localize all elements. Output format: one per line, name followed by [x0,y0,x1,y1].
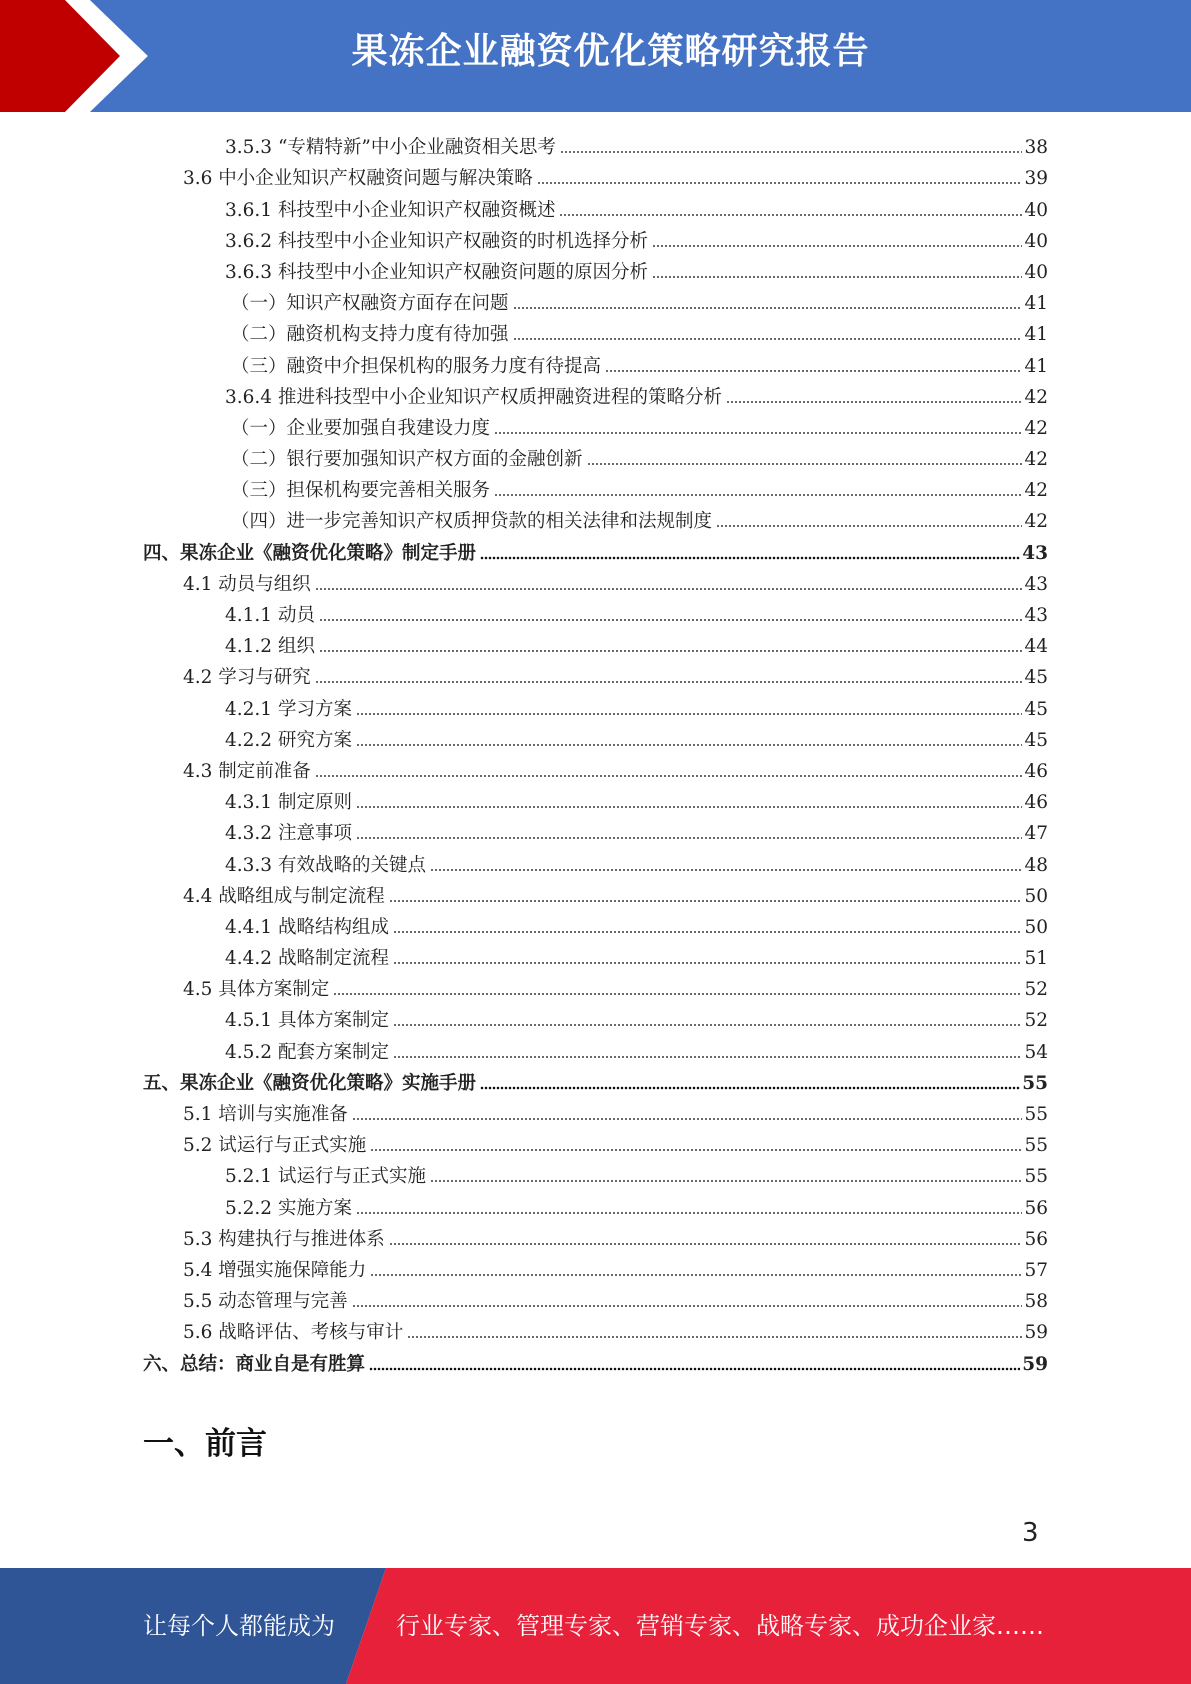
toc-dot-leader [430,1179,1022,1183]
toc-entry-page: 59 [1022,1353,1048,1375]
toc-entry[interactable] [143,1157,1048,1188]
toc-entry-page: 41 [1024,293,1048,315]
toc-dot-leader [716,524,1022,528]
toc-dot-leader [319,649,1023,653]
document-title: 果冻企业融资优化策略研究报告 [351,31,870,72]
toc-entry-page: 47 [1024,823,1048,845]
toc-entry-page: 52 [1024,1010,1048,1032]
toc-entry[interactable] [143,970,1048,1001]
toc-entry[interactable] [143,939,1048,970]
toc-entry-title: 4.2.2 研究方案 [225,729,352,751]
toc-entry-title: （二）银行要加强知识产权方面的金融创新 [231,449,583,471]
toc-entry[interactable] [143,1095,1048,1126]
toc-dot-leader [652,275,1022,279]
toc-dot-leader [369,1367,1020,1371]
toc-entry-page: 59 [1024,1322,1048,1344]
toc-dot-leader [587,462,1023,466]
toc-entry-title: 3.5.3 “专精特新”中小企业融资相关思考 [225,137,556,159]
toc-entry-title: 5.6 战略评估、考核与审计 [183,1322,404,1344]
toc-entry-page: 58 [1024,1291,1048,1313]
toc-entry[interactable] [143,814,1048,845]
page-footer [0,1568,1191,1684]
toc-dot-leader [480,556,1020,560]
toc-dot-leader [393,1023,1022,1027]
toc-entry-page: 55 [1022,1072,1048,1094]
toc-dot-leader [480,1086,1020,1090]
toc-entry[interactable] [143,845,1048,876]
toc-entry-title: 五、果冻企业《融资优化策略》实施手册 [143,1072,477,1094]
toc-entry-title: 5.2 试运行与正式实施 [183,1135,367,1157]
toc-dot-leader [315,587,1023,591]
toc-entry[interactable] [143,502,1048,533]
toc-entry[interactable] [143,877,1048,908]
toc-entry-page: 50 [1024,916,1048,938]
toc-entry-title: 4.2 学习与研究 [183,667,311,689]
toc-entry-page: 43 [1024,605,1048,626]
toc-entry[interactable] [143,128,1048,159]
toc-entry-title: 4.5.2 配套方案制定 [225,1041,389,1063]
toc-entry[interactable] [143,378,1048,409]
toc-entry-page: 57 [1024,1259,1048,1281]
toc-dot-leader [352,1117,1023,1121]
toc-entry[interactable] [143,1001,1048,1032]
toc-dot-leader [537,181,1023,185]
toc-entry-title: （一）企业要加强自我建设力度 [231,417,491,439]
table-of-contents [143,128,1048,1376]
toc-entry-page: 40 [1024,230,1048,252]
toc-entry-title: （三）担保机构要完善相关服务 [231,480,491,502]
toc-dot-leader [315,774,1023,778]
toc-entry-page: 46 [1024,760,1048,782]
toc-entry-title: 4.3.3 有效战略的关键点 [225,854,426,876]
toc-entry-title: 4.3 制定前准备 [183,760,311,782]
toc-entry-title: （四）进一步完善知识产权质押贷款的相关法律和法规制度 [231,511,713,533]
toc-entry[interactable] [143,409,1048,440]
toc-entry-page: 55 [1024,1104,1048,1125]
toc-entry-title: 4.1 动员与组织 [183,573,311,595]
toc-entry-page: 51 [1024,948,1048,970]
toc-entry[interactable] [143,658,1048,689]
toc-entry[interactable] [143,783,1048,814]
toc-entry-page: 40 [1024,261,1048,283]
toc-entry[interactable] [143,1344,1048,1375]
toc-dot-leader [356,743,1023,747]
toc-entry-page: 43 [1022,542,1048,564]
toc-entry-page: 54 [1024,1041,1048,1063]
toc-entry-title: （二）融资机构支持力度有待加强 [231,324,509,346]
toc-entry[interactable] [143,565,1048,596]
toc-entry-title: 5.2.1 试运行与正式实施 [225,1166,426,1188]
toc-entry-page: 42 [1024,386,1048,408]
toc-entry-title: 4.3.1 制定原则 [225,792,352,814]
toc-entry-title: 四、果冻企业《融资优化策略》制定手册 [143,542,477,564]
toc-entry-title: 3.6.2 科技型中小企业知识产权融资的时机选择分析 [225,230,648,252]
toc-entry-page: 43 [1024,573,1048,595]
toc-dot-leader [319,618,1023,622]
toc-entry[interactable] [143,596,1048,627]
toc-dot-leader [352,1304,1023,1308]
toc-entry[interactable] [143,284,1048,315]
toc-dot-leader [393,961,1022,965]
toc-entry[interactable] [143,315,1048,346]
toc-entry-page: 42 [1024,417,1048,439]
toc-entry-title: 4.4 战略组成与制定流程 [183,885,385,907]
toc-dot-leader [605,369,1022,373]
toc-entry-title: 4.1.1 动员 [225,605,315,626]
footer-slogan-right: 行业专家、管理专家、营销专家、战略专家、成功企业家…… [396,1612,1044,1640]
toc-entry-page: 56 [1024,1197,1048,1219]
toc-entry-title: 4.4.1 战略结构组成 [225,916,389,938]
toc-entry[interactable] [143,1126,1048,1157]
page-number: 3 [1022,1518,1039,1548]
toc-entry[interactable] [143,1282,1048,1313]
toc-dot-leader [356,712,1023,716]
toc-entry-page: 55 [1024,1135,1048,1157]
toc-entry-page: 52 [1024,979,1048,1001]
toc-entry-page: 55 [1024,1166,1048,1188]
toc-entry-page: 42 [1024,449,1048,471]
toc-entry-page: 40 [1024,199,1048,221]
toc-entry[interactable] [143,908,1048,939]
toc-dot-leader [559,213,1022,217]
toc-entry-page: 48 [1024,854,1048,876]
toc-entry[interactable] [143,1188,1048,1219]
toc-dot-leader [560,150,1023,154]
toc-entry-page: 42 [1024,480,1048,502]
toc-dot-leader [393,930,1022,934]
toc-dot-leader [356,805,1023,809]
toc-entry-page: 38 [1024,137,1048,159]
toc-entry-title: 5.3 构建执行与推进体系 [183,1228,385,1250]
toc-dot-leader [494,431,1022,435]
toc-entry[interactable] [143,721,1048,752]
toc-entry-page: 45 [1024,729,1048,751]
toc-entry-title: 5.5 动态管理与完善 [183,1291,348,1313]
toc-entry-title: 3.6.3 科技型中小企业知识产权融资问题的原因分析 [225,261,648,283]
toc-entry-title: （三）融资中介担保机构的服务力度有待提高 [231,355,602,377]
toc-entry[interactable] [143,440,1048,471]
page-header [0,0,1191,112]
toc-entry-page: 50 [1024,885,1048,907]
toc-entry[interactable] [143,222,1048,253]
toc-dot-leader [333,992,1022,996]
toc-dot-leader [356,836,1023,840]
toc-entry-title: 4.5.1 具体方案制定 [225,1010,389,1032]
toc-entry[interactable] [143,253,1048,284]
toc-entry-page: 42 [1024,511,1048,533]
toc-dot-leader [652,244,1022,248]
toc-dot-leader [370,1148,1022,1152]
toc-entry-title: 六、总结：商业自是有胜算 [143,1353,366,1375]
toc-entry[interactable] [143,533,1048,564]
toc-entry[interactable] [143,752,1048,783]
toc-dot-leader [513,337,1023,341]
toc-entry[interactable] [143,346,1048,377]
toc-entry-title: 4.3.2 注意事项 [225,823,352,845]
toc-entry-page: 45 [1024,667,1048,689]
toc-entry[interactable] [143,1313,1048,1344]
toc-entry[interactable] [143,190,1048,221]
toc-dot-leader [393,1055,1022,1059]
toc-entry-page: 56 [1024,1228,1048,1250]
toc-entry-page: 39 [1024,168,1048,190]
toc-dot-leader [389,899,1023,903]
toc-entry[interactable] [143,1251,1048,1282]
toc-entry-title: 4.5 具体方案制定 [183,979,330,1001]
toc-entry[interactable] [143,1220,1048,1251]
toc-dot-leader [513,306,1023,310]
toc-entry[interactable] [143,159,1048,190]
toc-entry-page: 41 [1024,324,1048,346]
toc-dot-leader [315,680,1023,684]
toc-entry[interactable] [143,627,1048,658]
toc-entry[interactable] [143,689,1048,720]
toc-entry-page: 41 [1024,355,1048,377]
toc-entry-title: 4.4.2 战略制定流程 [225,948,389,970]
toc-entry-title: 5.1 培训与实施准备 [183,1104,348,1125]
toc-dot-leader [407,1335,1022,1339]
toc-entry-title: 5.2.2 实施方案 [225,1197,352,1219]
toc-dot-leader [389,1242,1023,1246]
toc-entry-page: 44 [1024,636,1048,658]
toc-entry-page: 45 [1024,698,1048,720]
toc-dot-leader [370,1273,1022,1277]
toc-entry[interactable] [143,1032,1048,1063]
toc-entry[interactable] [143,471,1048,502]
toc-entry-title: （一）知识产权融资方面存在问题 [231,293,509,315]
toc-dot-leader [494,493,1022,497]
footer-slogan-left: 让每个人都能成为 [143,1612,335,1640]
toc-entry-title: 3.6.4 推进科技型中小企业知识产权质押融资进程的策略分析 [225,386,722,408]
toc-dot-leader [726,400,1022,404]
toc-entry-page: 46 [1024,792,1048,814]
toc-entry-title: 5.4 增强实施保障能力 [183,1259,367,1281]
toc-entry[interactable] [143,1064,1048,1095]
toc-entry-title: 4.2.1 学习方案 [225,698,352,720]
toc-dot-leader [356,1211,1023,1215]
section-heading: 一、前言 [143,1426,267,1462]
toc-entry-title: 3.6.1 科技型中小企业知识产权融资概述 [225,199,556,221]
toc-entry-title: 4.1.2 组织 [225,636,315,658]
toc-entry-title: 3.6 中小企业知识产权融资问题与解决策略 [183,168,533,190]
toc-dot-leader [430,868,1022,872]
